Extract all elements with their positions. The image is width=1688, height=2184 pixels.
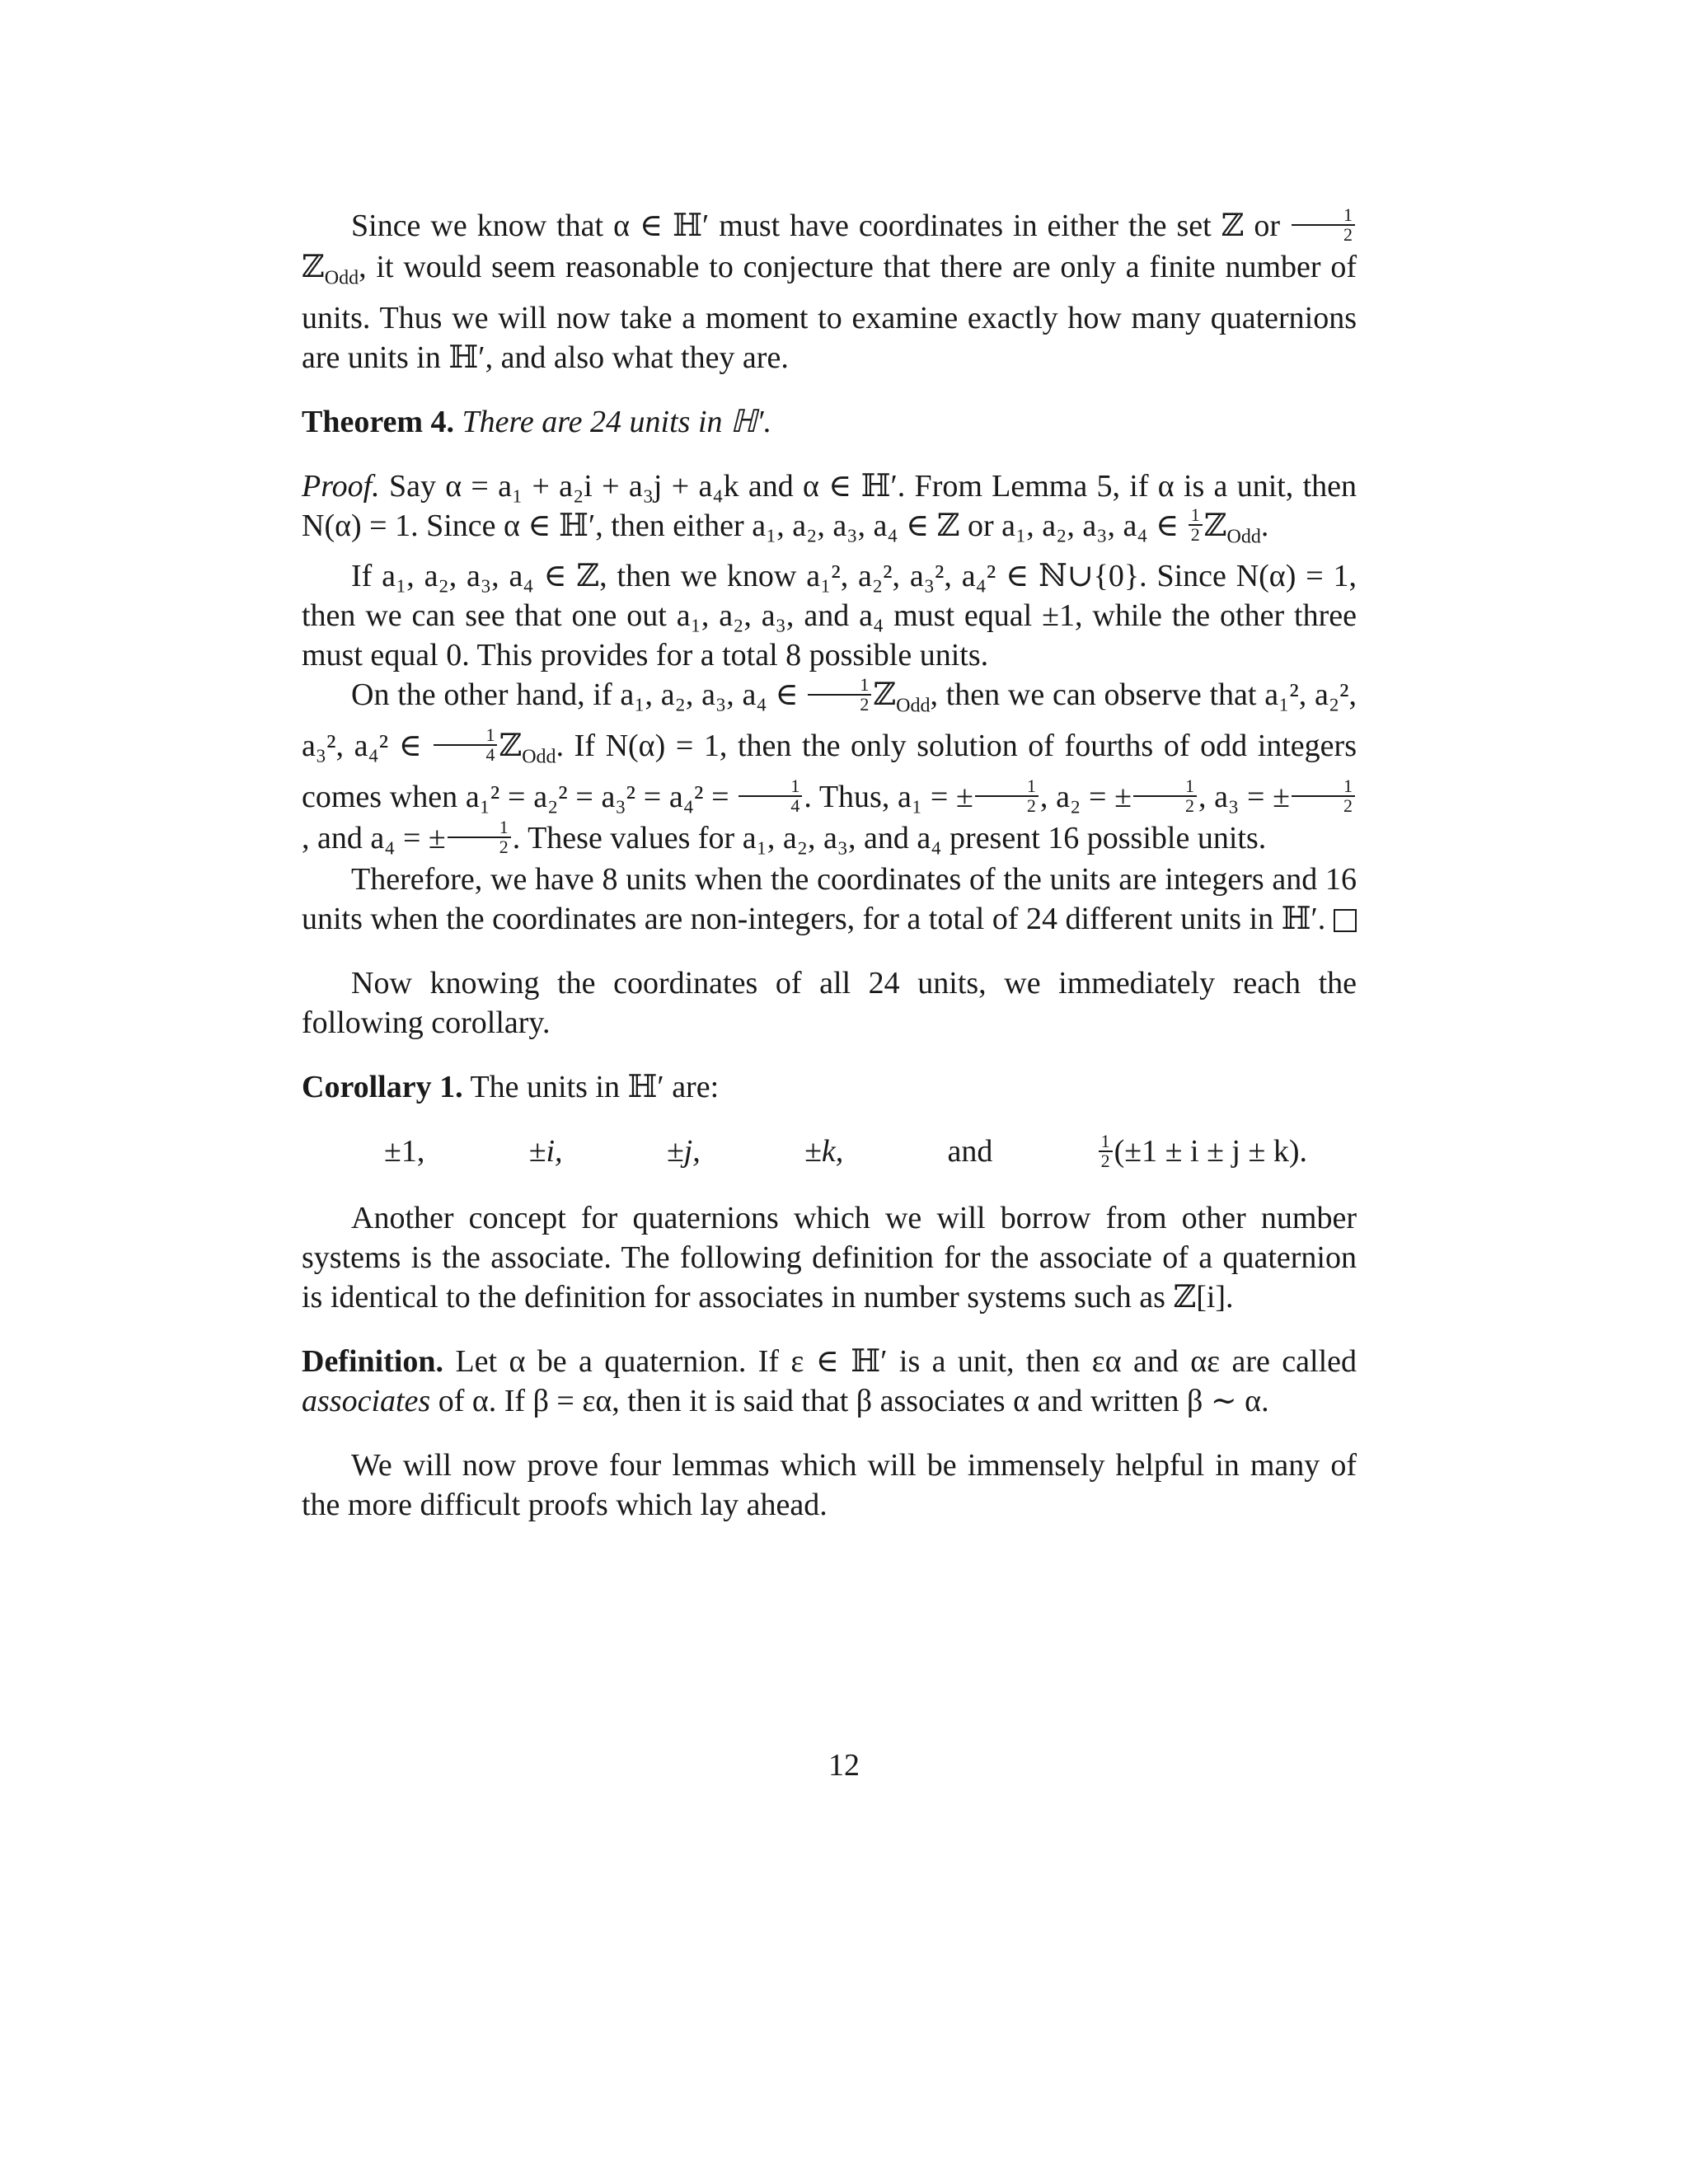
proof-p3-e: . If N(α) = 1, then the only solution of fourths of odd integers comes when a₁² = a₂² = a₃² = a₄² = <box>302 729 1357 814</box>
page-number: 12 <box>828 1748 860 1783</box>
fraction-numerator: 1 <box>1133 777 1197 797</box>
corollary-1 <box>302 1067 1357 1107</box>
proof-p1-a: Say α = a₁ + a₂i + a₃j + a₄k and α ∈ ℍ′. From Lemma 5, if α is a unit, then N(α) = 1. Since α ∈ ℍ′, then either a₁, a₂, a₃, a₄ ∈ ℤ or a₁, a₂, a₃, a₄ ∈ <box>302 468 1357 543</box>
proof-p3-c: , then we can observe that a₁², a₂², a₃², a₄² ∈ <box>302 677 1357 764</box>
fraction-denominator: 2 <box>860 693 870 715</box>
intro-text-b: ℤ <box>302 250 325 285</box>
fraction-denominator: 2 <box>1100 1150 1110 1171</box>
associate-intro-paragraph: Another concept for quaternions which we will borrow from other number systems is the associate. The following definition for the associate of a quaternion is identical to the definition for associates in number systems such as ℤ[i]. <box>302 1200 1357 1315</box>
corollary-statement: The units in ℍ′ are: <box>470 1070 720 1105</box>
fraction-numerator: 1 <box>434 726 497 746</box>
fraction-denominator: 2 <box>1026 794 1036 816</box>
half-fraction <box>1189 506 1203 544</box>
quarter-fraction <box>434 726 497 764</box>
unit-plus-minus-i: ±i, <box>528 1134 563 1169</box>
proof-p4-text: Therefore, we have 8 units when the coordinates of the units are integers and 16 units when the coordinates are non-integers, for a total of 24 different units in ℍ′. <box>302 862 1357 937</box>
half-fraction <box>1292 777 1355 815</box>
fraction-numerator: 1 <box>738 777 802 797</box>
odd-subscript: Odd <box>896 696 931 718</box>
intro-text-c: , it would seem reasonable to conjecture that there are only a finite number of units. Thus we will now take a moment to examine exactly how many quaternions are units in ℍ′, and also what they are. <box>302 250 1357 375</box>
definition-term: associates <box>302 1383 431 1418</box>
proof-paragraph-3 <box>302 675 1357 860</box>
half-fraction <box>1099 1132 1113 1170</box>
proof-p3-g: , a₂ = ± <box>1039 779 1132 814</box>
fraction-denominator: 2 <box>1190 524 1200 546</box>
theorem-statement: There are 24 units in ℍ′. <box>462 404 772 439</box>
fraction-numerator: 1 <box>808 676 871 696</box>
proof-label: Proof. <box>302 468 380 504</box>
proof-p3-j: . These values for a₁, a₂, a₃, and a₄ present 16 possible units. <box>512 820 1267 855</box>
unit-plus-minus-j: ±j, <box>666 1134 701 1169</box>
definition-text-b: of α. If β = εα, then it is said that β associates α and written β ∼ α. <box>430 1383 1269 1418</box>
half-fraction <box>1292 206 1355 244</box>
closing-paragraph: We will now prove four lemmas which will be immensely helpful in many of the more difficult proofs which lay ahead. <box>302 1447 1357 1522</box>
theorem-label: Theorem 4. <box>302 404 455 439</box>
unit-plus-minus-k: ±k, <box>804 1134 844 1169</box>
proof-paragraph-4 <box>302 860 1357 939</box>
intro-text-a: Since we know that α ∈ ℍ′ must have coordinates in either the set ℤ or <box>351 209 1290 243</box>
fraction-denominator: 2 <box>1184 794 1194 816</box>
definition-text-a: Let α be a quaternion. If ε ∈ ℍ′ is a unit, then εα and αε are called <box>455 1343 1357 1379</box>
unit-half-combination-text: (±1 ± i ± j ± k). <box>1114 1134 1307 1169</box>
odd-subscript: Odd <box>324 267 359 289</box>
half-fraction <box>448 818 511 856</box>
fraction-denominator: 2 <box>499 837 509 858</box>
theorem-4 <box>302 402 1357 442</box>
fraction-numerator: 1 <box>975 777 1039 797</box>
half-fraction <box>808 673 871 715</box>
unit-plus-minus-1: ±1, <box>384 1134 425 1169</box>
fraction-numerator: 1 <box>1292 777 1355 797</box>
fraction-denominator: 4 <box>485 744 495 766</box>
proof-p1-c: . <box>1260 508 1269 543</box>
proof-p3-d: ℤ <box>499 729 523 764</box>
fraction-numerator: 1 <box>448 818 511 838</box>
odd-subscript: Odd <box>1226 526 1261 548</box>
fraction-numerator: 1 <box>1292 206 1355 226</box>
proof-p3-b: ℤ <box>873 677 897 713</box>
intro-paragraph <box>302 206 1357 377</box>
unit-half-combination <box>1097 1132 1307 1173</box>
proof-p3-h: , a₃ = ± <box>1198 779 1291 814</box>
proof-p3-f: . Thus, a₁ = ± <box>804 779 973 814</box>
half-fraction <box>975 777 1039 815</box>
definition-label: Definition. <box>302 1343 444 1379</box>
fraction-denominator: 2 <box>1343 794 1353 816</box>
proof-paragraph-1 <box>302 466 1357 557</box>
transition-paragraph: Now knowing the coordinates of all 24 units, we immediately reach the following corollary. <box>302 966 1357 1041</box>
units-and: and <box>947 1134 993 1169</box>
fraction-numerator: 1 <box>1099 1132 1113 1152</box>
fraction-denominator: 4 <box>790 794 800 816</box>
proof-paragraph-2: If a₁, a₂, a₃, a₄ ∈ ℤ, then we know a₁², a₂², a₃², a₄² ∈ ℕ∪{0}. Since N(α) = 1, then we can see that one out a₁, a₂, a₃, and a₄ must equal ±1, while the other three must equal 0. This provides for a total 8 possible units. <box>302 559 1357 673</box>
fraction-denominator: 2 <box>1343 224 1353 246</box>
definition-associate <box>302 1342 1357 1421</box>
corollary-label: Corollary 1. <box>302 1070 463 1105</box>
proof-p3-i: , and a₄ = ± <box>302 820 446 855</box>
half-fraction <box>1133 777 1197 815</box>
qed-square-icon <box>1334 909 1357 932</box>
units-list <box>384 1132 1307 1173</box>
fraction-numerator: 1 <box>1189 506 1203 526</box>
proof-p3-a: On the other hand, if a₁, a₂, a₃, a₄ ∈ <box>351 677 807 713</box>
page-body <box>302 206 1357 1525</box>
odd-subscript: Odd <box>522 746 556 768</box>
quarter-fraction <box>738 777 802 815</box>
proof-p1-b: ℤ <box>1203 508 1227 543</box>
